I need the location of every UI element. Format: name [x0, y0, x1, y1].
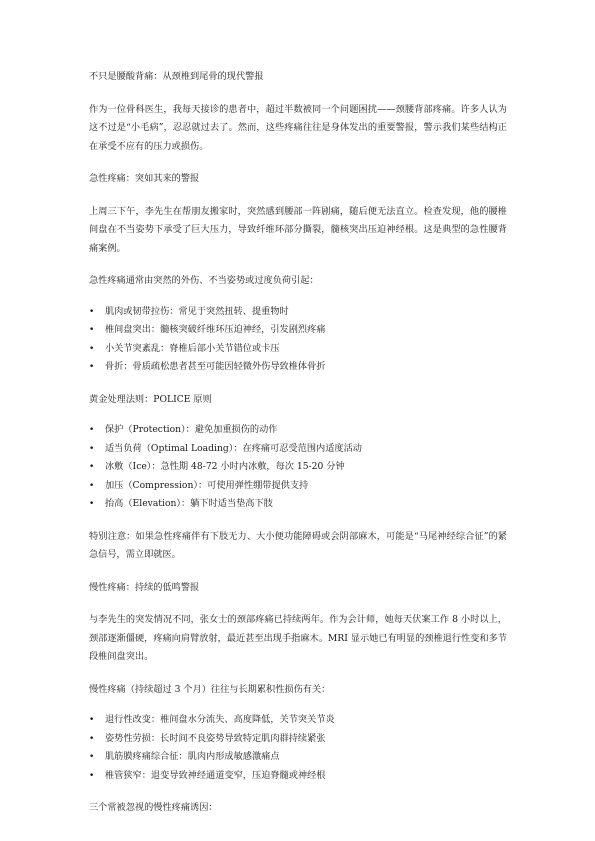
- list-item: • 肌筋膜疼痛综合征：肌肉内形成敏感激痛点: [89, 748, 507, 767]
- police-heading: 黄金处理法则：POLICE 原则: [89, 393, 212, 405]
- chronic-heading: 慢性疼痛：持续的低鸣警报: [89, 581, 200, 593]
- list-item: • 保护（Protection）：避免加重损伤的动作: [89, 421, 507, 440]
- list-item: • 小关节突紊乱：脊椎后部小关节错位或卡压: [89, 340, 507, 359]
- bullet-icon: •: [89, 770, 95, 781]
- bullet-icon: •: [89, 480, 95, 491]
- list-item: • 椎间盘突出：髓核突破纤维环压迫神经，引发剧烈疼痛: [89, 321, 507, 340]
- article-title: 不只是腰酸背痛：从颈椎到尾骨的现代警报: [89, 71, 264, 82]
- chronic-case-paragraph: 与李先生的突发情况不同，张女士的颈部疼痛已持续两年。作为会计师，她每天伏案工作 8 小时以上，颈部逐渐僵硬，疼痛向肩臂放射，最近甚至出现手指麻木。MRI 显示她已有明显的颈椎退行性变和多节段椎间盘突出。: [89, 614, 507, 662]
- police-rules-list: [89, 421, 507, 514]
- bullet-icon: •: [89, 499, 95, 509]
- bullet-icon: •: [89, 306, 95, 317]
- list-item: • 肌肉或韧带拉伤：常见于突然扭转、提重物时: [89, 303, 507, 322]
- overlooked-causes-intro: 三个常被忽视的慢性疼痛诱因：: [89, 802, 218, 813]
- chronic-causes-intro: 慢性疼痛（持续超过 3 个月）往往与长期累积性损伤有关：: [89, 683, 331, 695]
- list-item: • 姿势性劳损：长时间不良姿势导致特定肌肉群持续紧张: [89, 730, 507, 749]
- bullet-icon: •: [89, 715, 95, 725]
- acute-case-paragraph: 上周三下午，李先生在帮朋友搬家时，突然感到腰部一阵剧痛，随后便无法直立。检查发现，他的腰椎间盘在不当姿势下承受了巨大压力，导致纤维环部分撕裂，髓核突出压迫神经根。这是典型的急性腰背痛案例。: [89, 205, 507, 254]
- acute-causes-intro: 急性疼痛通常由突然的外伤、不当姿势或过度负荷引起：: [89, 275, 319, 286]
- article: [89, 68, 507, 818]
- list-item: • 适当负荷（Optimal Loading）：在疼痛可忍受范围内适度活动: [89, 440, 507, 459]
- list-item: • 加压（Compression）：可使用弹性绷带提供支持: [89, 477, 507, 496]
- list-item: • 椎管狭窄：退变导致神经通道变窄，压迫脊髓或神经根: [89, 767, 507, 786]
- list-item: • 骨折：骨质疏松患者甚至可能因轻微外伤导致椎体骨折: [89, 358, 507, 377]
- warning-paragraph: 特别注意：如果急性疼痛伴有下肢无力、大小便功能障碍或会阴部麻木，可能是“马尾神经综合征”的紧急信号，需立即就医。: [89, 530, 507, 560]
- list-item: • 抬高（Elevation）：躺下时适当垫高下肢: [89, 495, 507, 514]
- bullet-icon: •: [89, 343, 95, 354]
- bullet-icon: •: [89, 443, 95, 454]
- acute-causes-list: [89, 303, 507, 377]
- chronic-causes-list: [89, 711, 507, 785]
- list-item: • 冰敷（Ice）：急性期 48-72 小时内冰敷，每次 15-20 分钟: [89, 458, 507, 477]
- bullet-icon: •: [89, 752, 95, 762]
- intro-paragraph: 作为一位骨科医生，我每天接诊的患者中，超过半数被同一个问题困扰——颈腰背部疼痛。许多人认为这不过是“小毛病”，忍忍就过去了。然而，这些疼痛往往是身体发出的重要警报，警示我们某些结构正在承受不应有的压力或损伤。: [89, 103, 507, 152]
- list-item: • 退行性改变：椎间盘水分流失、高度降低，关节突关节炎: [89, 711, 507, 730]
- bullet-icon: •: [89, 733, 95, 744]
- acute-heading: 急性疼痛：突如其来的警报: [89, 173, 200, 184]
- bullet-icon: •: [89, 362, 95, 372]
- bullet-icon: •: [89, 325, 95, 335]
- bullet-icon: •: [89, 462, 95, 472]
- bullet-icon: •: [89, 425, 95, 435]
